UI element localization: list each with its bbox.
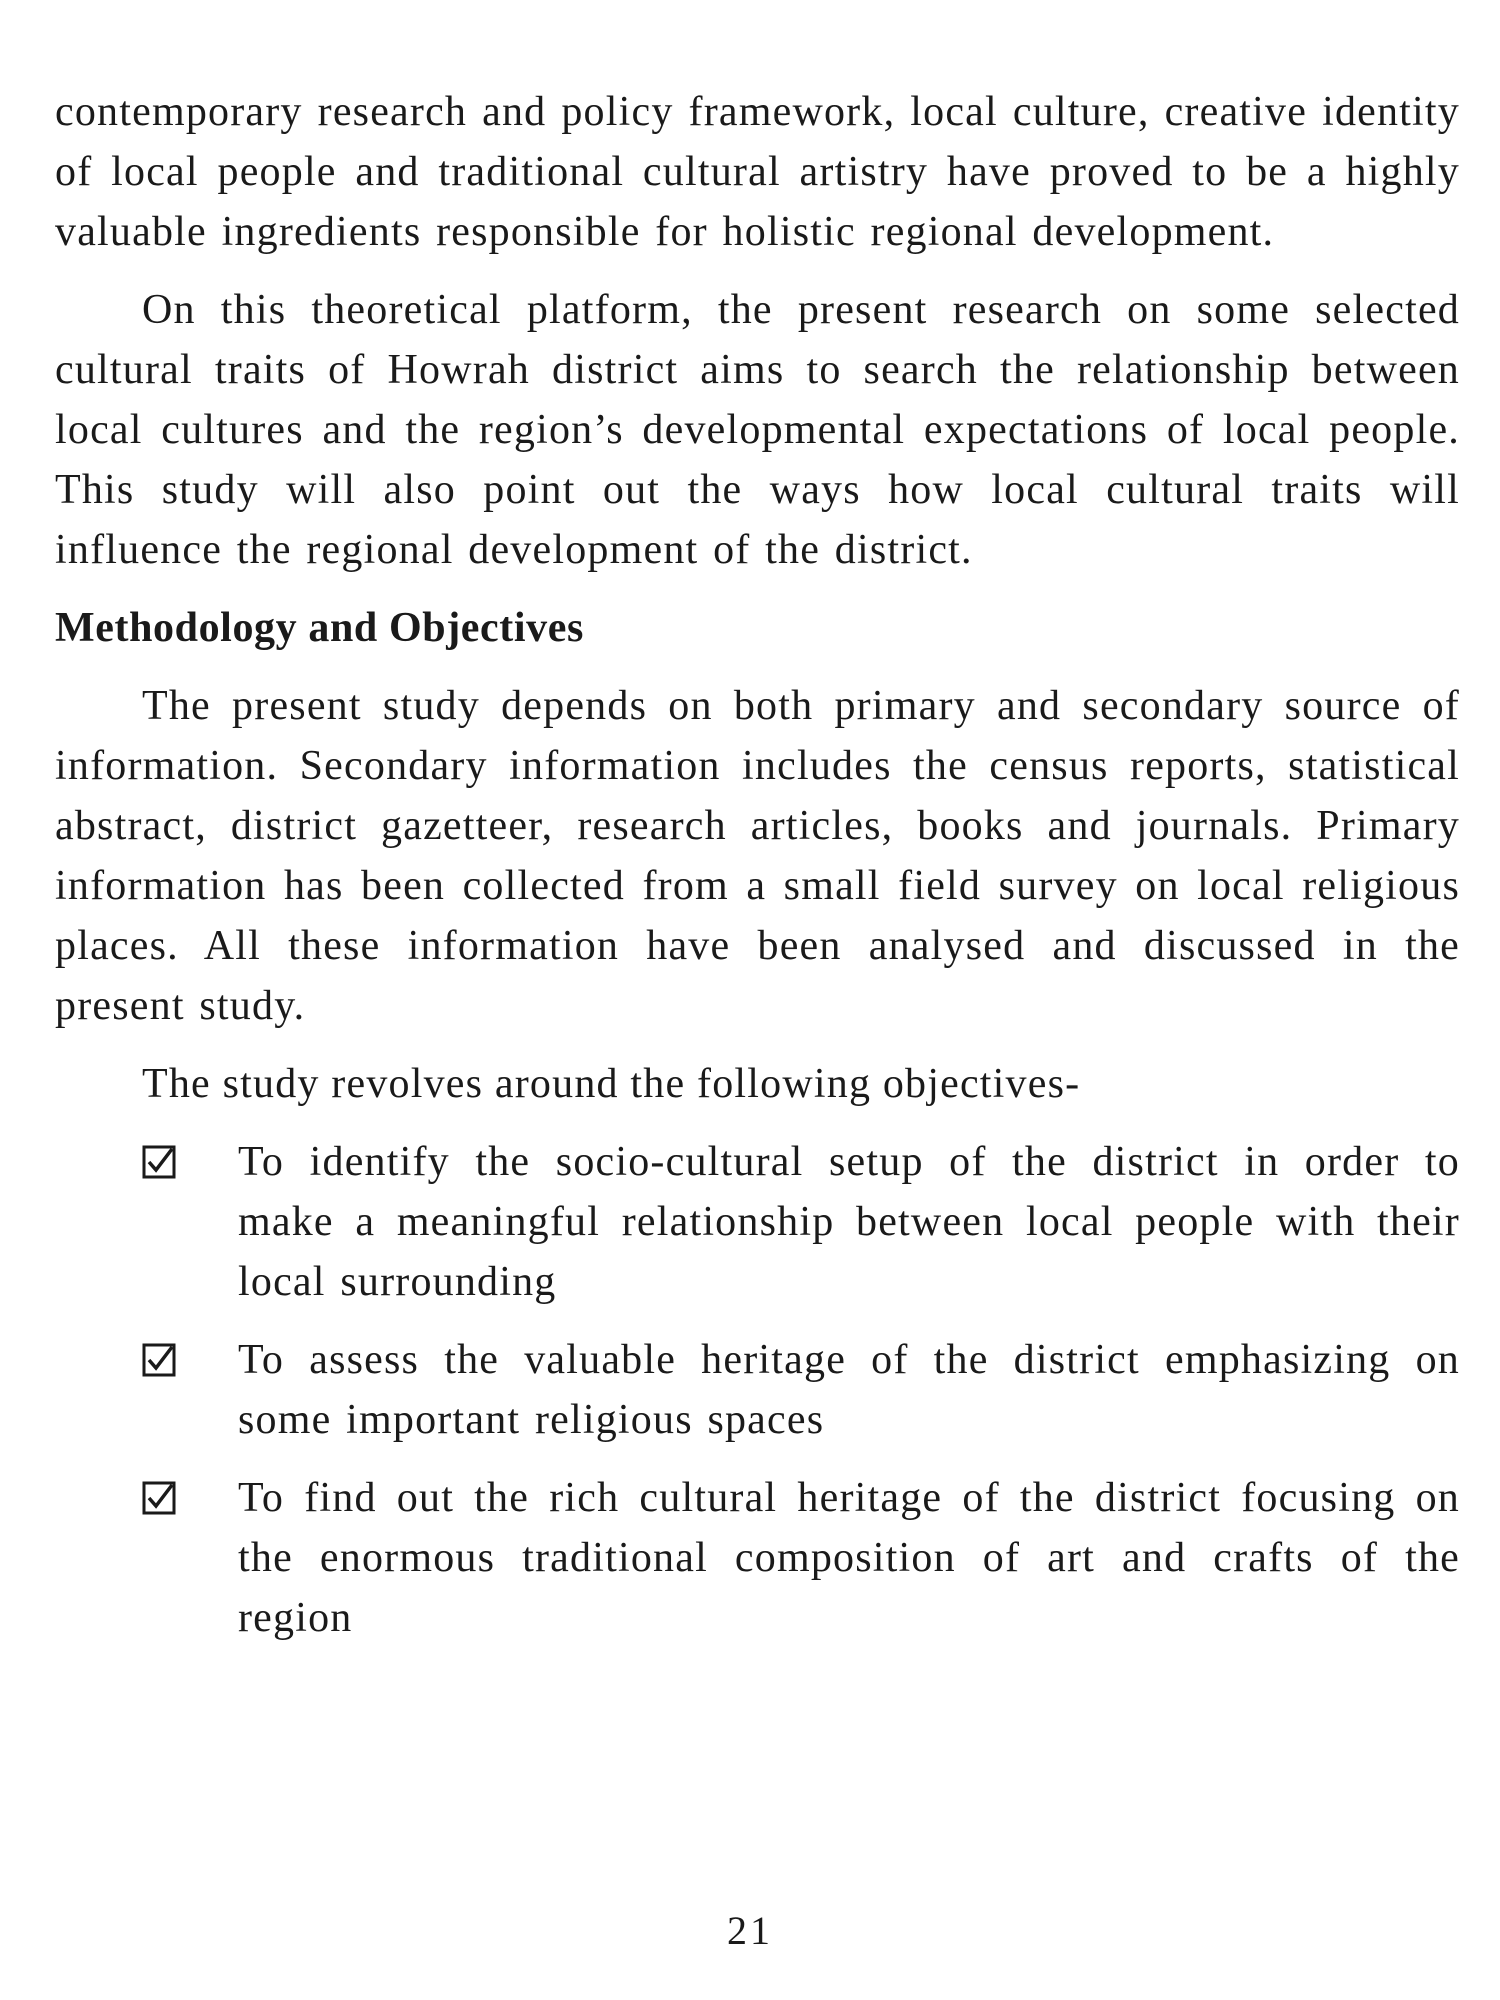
objective-item [55, 1132, 1460, 1312]
objective-item [55, 1330, 1460, 1450]
checked-box-icon [142, 1481, 176, 1515]
section-heading: Methodology and Objectives [55, 605, 584, 651]
page-number: 21 [727, 1908, 773, 1953]
paragraph-methodology: The present study depends on both primary and secondary source of information. Secondary information includes the census reports, statistical abstract, district gazetteer, research articles, books and journals. Primary information has been collected from a small field survey on local religious places. All these information have been analysed and discussed in the present study. [55, 683, 1460, 1029]
checked-box-icon [142, 1343, 176, 1377]
objective-item [55, 1468, 1460, 1648]
paragraph-intro-continued: contemporary research and policy framework, local culture, creative identity of local people and traditional cultural artistry have proved to be a highly valuable ingredients responsible for holistic regional development. [55, 89, 1460, 255]
objectives-intro: The study revolves around the following objectives- [142, 1061, 1081, 1107]
objective-text: To find out the rich cultural heritage of the district focusing on the enormous traditional composition of art and crafts of the region [238, 1475, 1460, 1641]
page-content [55, 82, 1460, 1666]
paragraph-theoretical-platform: On this theoretical platform, the present research on some selected cultural traits of Howrah district aims to search the relationship between local cultures and the region’s developmental expectations of local people. This study will also point out the ways how local cultural traits will influence the regional development of the district. [55, 287, 1460, 573]
checked-box-icon [142, 1145, 176, 1179]
objective-text: To identify the socio-cultural setup of the district in order to make a meaningful relationship between local people with their local surrounding [238, 1139, 1460, 1305]
objective-text: To assess the valuable heritage of the district emphasizing on some important religious spaces [238, 1337, 1460, 1443]
objectives-list [55, 1132, 1460, 1648]
